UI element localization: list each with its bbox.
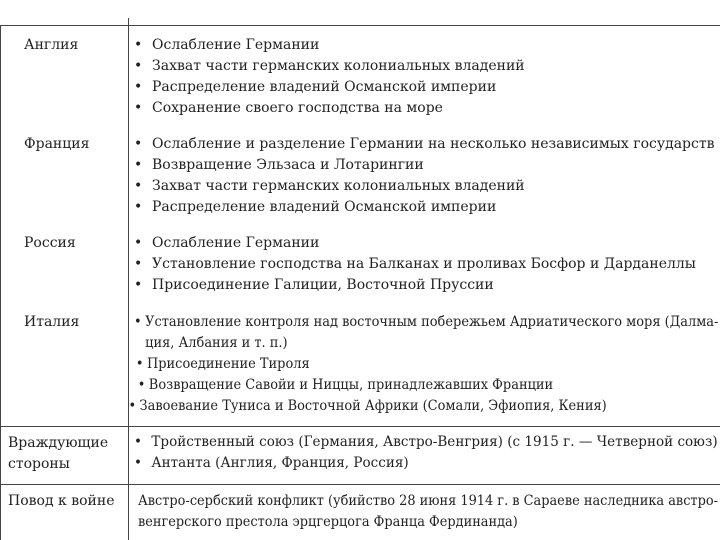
bullet-icon: • <box>134 199 143 215</box>
list-item: • Установление господства на Балканах и проливах Босфор и Дарданеллы <box>134 254 696 275</box>
list-item: • Завоевание Туниса и Восточной Африки (Сомали, Эфиопия, Кения) <box>128 396 718 417</box>
bullet-icon: • <box>134 277 143 293</box>
list-item: • Захват части германских колониальных владений <box>134 176 714 197</box>
list-item: • Сохранение своего господства на море <box>134 98 525 119</box>
list-item: • Тройственный союз (Германия, Австро-Венгрия) (с 1915 г. — Четверной союз) <box>134 432 718 453</box>
column-divider <box>128 18 129 540</box>
table-border-left <box>0 25 1 540</box>
bullet-icon: • <box>134 434 142 450</box>
bullet-icon: • <box>134 79 143 95</box>
row-label-warring-sides: Враждующие стороны <box>8 435 109 472</box>
list-item: • Ослабление и разделение Германии на несколько независимых государств <box>134 134 714 155</box>
row-divider-1 <box>0 426 720 427</box>
bullet-icon: • <box>134 100 143 116</box>
bullet-icon: • <box>134 136 143 152</box>
row-text-pretext: Австро-сербский конфликт (убийство 28 июня 1914 г. в Сараеве наследника австро- венгерского престола эрцгерцога Франца Фердинанда) <box>138 493 718 530</box>
row-items-russia <box>134 233 696 296</box>
row-divider-2 <box>0 484 720 485</box>
list-item: • Присоединение Тироля <box>136 354 719 375</box>
bullet-icon: • <box>134 37 143 53</box>
bullet-icon: • <box>135 356 144 372</box>
row-label-pretext: Повод к войне <box>8 493 115 509</box>
bullet-icon: • <box>134 178 143 194</box>
list-item-continuation: ция, Албания и т. п.) <box>145 335 288 351</box>
list-item: • Антанта (Англия, Франция, Россия) <box>134 453 718 474</box>
row-label-france: Франция <box>24 136 90 152</box>
bullet-icon: • <box>134 58 143 74</box>
bullet-icon: • <box>134 157 143 173</box>
list-item: • Возвращение Эльзаса и Лотарингии <box>134 155 714 176</box>
bullet-icon: • <box>134 455 142 471</box>
list-item: • Возвращение Савойи и Ниццы, принадлежавших Франции <box>138 375 719 396</box>
bullet-icon: • <box>134 314 142 330</box>
bullet-icon: • <box>128 398 137 414</box>
row-items-england <box>134 35 525 119</box>
bullet-icon: • <box>137 377 146 393</box>
list-item: • Ослабление Германии <box>134 35 525 56</box>
row-label-england: Англия <box>24 37 79 53</box>
bullet-icon: • <box>134 256 143 272</box>
bullet-icon: • <box>134 235 143 251</box>
list-item: • Ослабление Германии <box>134 233 696 254</box>
list-item: • Установление контроля над восточным побережьем Адриатического моря (Далма- <box>134 312 718 333</box>
row-label-russia: Россия <box>24 235 76 251</box>
row-items-warring-sides <box>134 432 718 474</box>
list-item: • Распределение владений Османской империи <box>134 197 714 218</box>
list-item: • Распределение владений Османской империи <box>134 77 525 98</box>
list-item: • Присоединение Галиции, Восточной Пруссии <box>134 275 696 296</box>
list-item: • Захват части германских колониальных владений <box>134 56 525 77</box>
row-label-italy: Италия <box>24 314 80 330</box>
row-items-france <box>134 134 714 218</box>
row-items-italy <box>128 312 719 417</box>
table-border-top <box>0 25 720 26</box>
